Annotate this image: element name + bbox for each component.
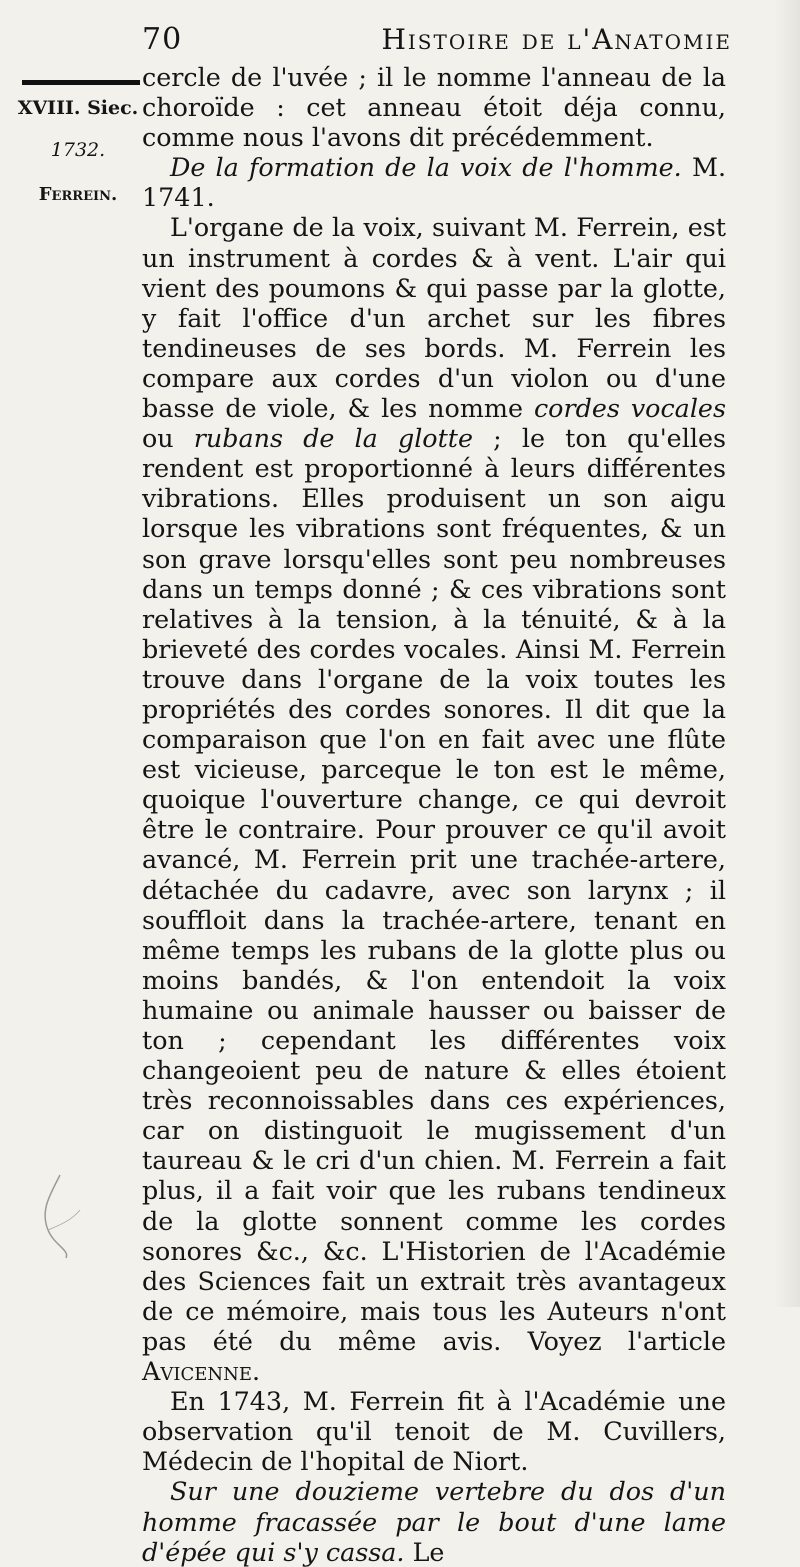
margin-author: Ferrein.: [38, 184, 118, 205]
section-heading: [142, 152, 726, 212]
page-number: 70: [142, 22, 183, 57]
facing-page-bleed: [774, 0, 800, 1307]
paragraph-1: cercle de l'uvée ; il le nomme l'anneau de la choroïde : cet anneau étoit déja connu, comme nous l'avons dit précédemment.: [142, 62, 726, 153]
catchword: Le: [404, 1536, 445, 1567]
cross-reference-avicenne: Avicenne: [142, 1356, 252, 1387]
connector-ou: ou: [142, 423, 194, 454]
paragraph-main: [142, 212, 726, 1386]
observation-title: Sur une douzieme vertebre du dos d'un homme fracassée par le bout d'une lame d'épée qui s'y cassa.: [142, 1476, 726, 1567]
paragraph-main-end: .: [252, 1356, 261, 1387]
paragraph-main-part-a: L'organe de la voix, suivant M. Ferrein, est un instrument à cordes & à vent. L'air qui vient des poumons & qui passe par la glotte, y fait l'office d'un archet sur les fibres tendineuses de ses bords. M. Ferrein les compare aux cordes d'un violon ou d'une basse de viole, & les nomme: [142, 212, 726, 424]
paragraph-final: [142, 1476, 726, 1566]
section-heading-title: De la formation de la voix de l'homme.: [170, 152, 682, 183]
running-header: [142, 22, 732, 57]
paragraph-main-part-b: ; le ton qu'elles rendent est proportionné à leurs différentes vibrations. Elles produisent un son aigu lorsque les vibrations sont fréquentes, & un son grave lorsqu'elles sont peu nombreuses dans un temps donné ; & ces vibrations sont relatives à la tension, à la ténuité, & à la brieveté des cordes vocales. Ainsi M. Ferrein trouve dans l'organe de la voix toutes les propriétés des cordes sonores. Il dit que la comparaison que l'on en fait avec une flûte est vicieuse, parceque le ton est le même, quoique l'ouverture change, ce qui devroit être le contraire. Pour prouver ce qu'il avoit avancé, M. Ferrein prit une trachée-artere, détachée du cadavre, avec son larynx ; il souffloit dans la trachée-artere, tenant en même temps les rubans de la glotte plus ou moins bandés, & l'on entendoit la voix humaine ou animale hausser ou baisser de ton ; cependant les différentes voix changeoient peu de nature & elles étoient très reconnoissables dans ces expériences, car on distinguoit le mugissement d'un taureau & le cri d'un chien. M. Ferrein a fait plus, il a fait voir que les rubans tendineux de la glotte sonnent comme les cordes sonores &c., &c. L'Historien de l'Académie des Sciences fait un extrait très avantageux de ce mémoire, mais tous les Auteurs n'ont pas été du même avis. Voyez l'article: [142, 423, 726, 1356]
paragraph-observation: En 1743, M. Ferrein fit à l'Académie une observation qu'il tenoit de M. Cuvillers, Médecin de l'hopital de Niort.: [142, 1386, 726, 1477]
body-text: [142, 62, 726, 1567]
running-title: Histoire de l'Anatomie: [381, 23, 732, 56]
margin-century: XVIII. Siec.: [17, 97, 139, 119]
section-heading-year: M. 1741.: [142, 152, 727, 213]
term-rubans-glotte: rubans de la glotte: [193, 423, 474, 454]
margin-rule: [22, 80, 140, 85]
term-cordes-vocales: cordes vocales: [533, 393, 726, 424]
margin-year: 1732.: [50, 139, 106, 161]
pencil-mark: [30, 1170, 90, 1260]
